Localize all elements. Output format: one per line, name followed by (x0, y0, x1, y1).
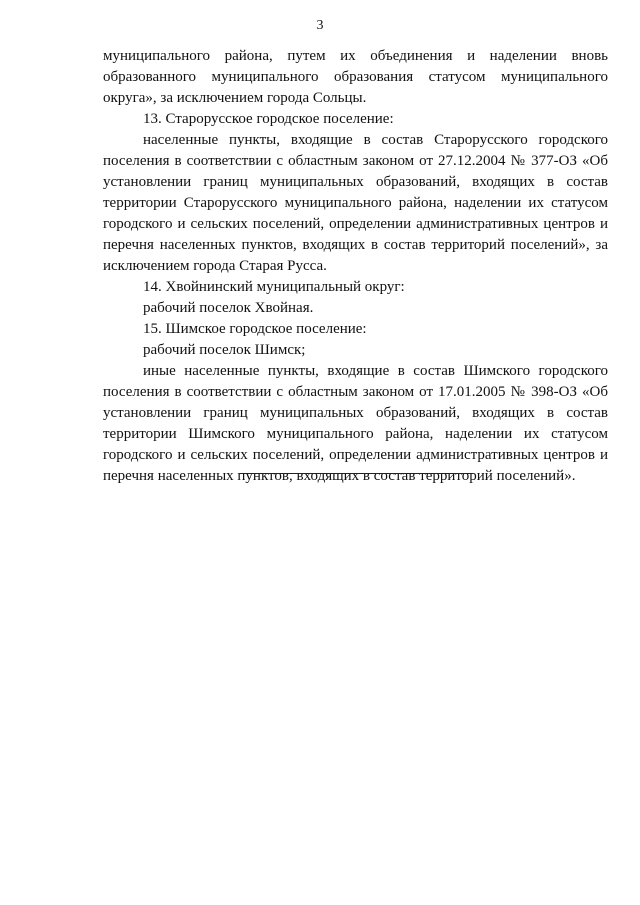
paragraph-item-14-heading: 14. Хвойнинский муниципальный округ: (143, 279, 405, 295)
paragraph-item-13-heading: 13. Старорусское городское поселение: (143, 111, 394, 127)
paragraph-continuation: муниципального района, путем их объединения и наделении вновь образованного муниципального образования статусом муниципального округа», за исключением города Сольцы. (103, 48, 608, 106)
page-number: 3 (316, 18, 324, 33)
paragraph-item-15-body: иные населенные пункты, входящие в состав Шимского городского поселения в соответствии с областным законом от 17.01.2005 № 398-ОЗ «Об установлении границ муниципальных образований, входящих в состав территории Шимского муниципального района, наделении их статусом городского и сельских поселений, определении административных центров и перечня населенных пунктов, входящих в состав территорий поселений». (103, 363, 608, 484)
document-body (103, 46, 608, 487)
paragraph-item-15-heading: 15. Шимское городское поселение: (143, 321, 367, 337)
end-divider (240, 473, 473, 474)
paragraph-item-13-body: населенные пункты, входящие в состав Старорусского городского поселения в соответствии с областным законом от 27.12.2004 № 377-ОЗ «Об установлении границ муниципальных образований, входящих в состав территории Старорусского муниципального района, наделении их статусом городского и сельских поселений, определении административных центров и перечня населенных пунктов, входящих в состав территорий поселений», за исключением города Старая Русса. (103, 132, 608, 274)
paragraph-item-14-body: рабочий поселок Хвойная. (143, 300, 314, 316)
paragraph-item-15-settlement: рабочий поселок Шимск; (143, 342, 306, 358)
